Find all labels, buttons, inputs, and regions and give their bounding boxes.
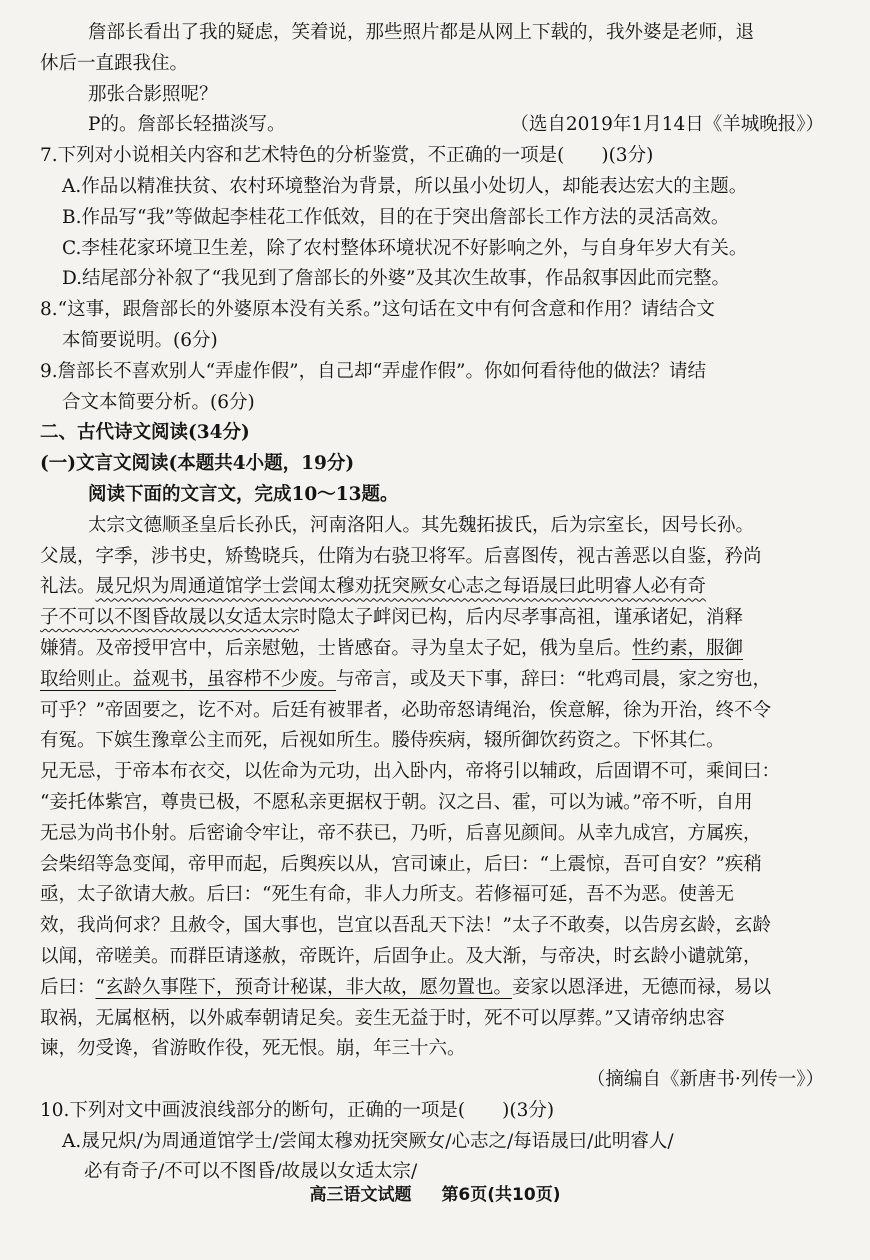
passage-line xyxy=(40,572,830,603)
story-last-line xyxy=(40,110,830,141)
wavy-underlined-text: 晟兄炽为周通道馆学士尝闻太穆劝抚突厥女心志之每语晟曰此明睿人必有奇 xyxy=(95,576,707,598)
page-footer xyxy=(0,1180,870,1205)
story-source: （选自2019年1月14日《羊城晚报》） xyxy=(510,114,824,136)
passage-line xyxy=(40,973,830,1004)
question-8-line: 8.“这事，跟詹部长的外婆原本没有关系。”这句话在文中有何含意和作用？请结合文 xyxy=(40,299,715,321)
passage-text: 礼法。 xyxy=(40,576,96,598)
subsection-title: (一)文言文阅读(本题共4小题，19分) xyxy=(40,453,355,475)
question-7-option-a: A.作品以精准扶贫、农村环境整治为背景，所以虽小处切人，却能表达宏大的主题。 xyxy=(62,175,748,197)
story-line: 那张合影照呢？ xyxy=(88,83,218,105)
passage-line: 兄无忌，于帝本布衣交，以佐命为元功，出入卧内，帝将引以辅政，后固谓不可，乘间曰： xyxy=(40,761,781,783)
passage-line: 取祸，无属枢柄，以外戚奉朝请足矣。妾生无益于时，死不可以厚葬。”又请帝纳忠容 xyxy=(40,1007,725,1029)
passage-line xyxy=(40,665,830,696)
passage-line: 有冤。下嫔生豫章公主而死，后视如所生。媵侍疾病，辍所御饮药资之。下怀其仁。 xyxy=(40,730,725,752)
underlined-text: 取给则止。益观书，虽容栉不少废。 xyxy=(40,668,337,690)
story-line: 詹部长看出了我的疑虑，笑着说，那些照片都是从网上下载的，我外婆是老师，退 xyxy=(88,22,755,43)
passage-line: 以闻，帝嗟美。而群臣请遂赦，帝既许，后固争止。及大渐，与帝决，时玄龄小谴就第， xyxy=(40,945,762,967)
passage-line xyxy=(40,603,830,634)
option-continuation: 必有奇子/不可以不图昏/故晟以女适太宗/ xyxy=(84,1161,418,1183)
passage-line: 效，我尚何求？且赦令，国大事也，岂宜以吾乱天下法！”太子不敢奏，以告房玄龄，玄龄 xyxy=(40,915,771,937)
wavy-underlined-text: 子不可以不图昏故晟以女适太宗 xyxy=(40,607,300,629)
footer-page-number: 第6页(共10页) xyxy=(441,1185,561,1205)
underlined-text: 性约素，服御 xyxy=(632,637,744,659)
story-line: P的。詹部长轻描淡写。 xyxy=(88,114,286,136)
passage-text: 嫌猜。及帝授甲宫中，后亲慰勉，士皆感奋。寻为皇太子妃，俄为皇后。 xyxy=(40,637,633,659)
passage-source: （摘编自《新唐书·列传一》） xyxy=(586,1069,824,1091)
instruction: 阅读下面的文言文，完成10～13题。 xyxy=(88,483,399,505)
footer-subject: 高三语文试题 xyxy=(309,1185,412,1205)
question-9-line: 9.詹部长不喜欢别人“弄虚作假”，自己却“弄虚作假”。你如何看待他的做法？请结 xyxy=(40,360,706,382)
passage-line: 谏，勿受谗，省游畋作役，死无恨。崩，年三十六。 xyxy=(40,1038,466,1060)
passage-text: 妾家以恩泽进，无德而禄，易以 xyxy=(511,976,771,998)
passage-line: 父晟，字季，涉书史，矫鸷晓兵，仕隋为右骁卫将军。后喜图传，视古善恶以自鉴，矜尚 xyxy=(40,545,762,567)
question-7-stem: 7.下列对小说相关内容和艺术特色的分析鉴赏，不正确的一项是( )(3分) xyxy=(40,145,654,167)
passage-line: 会柴绍等急变闻，帝甲而起，后舆疾以从，宫司谏止，后曰：“上震惊，吾可自安？”疾稍 xyxy=(40,853,762,875)
passage-text: 与帝言，或及天下事，辞曰：“牝鸡司晨，家之穷也， xyxy=(336,668,771,690)
question-10-option-a: A.晟兄炽/为周通道馆学士/尝闻太穆劝抚突厥女/心志之/每语晟曰/此明睿人/ xyxy=(62,1130,674,1152)
passage-line: 无忌为尚书仆射。后密谕令牢让，帝不获已，乃听，后喜见颜间。从幸九成宫，方属疾， xyxy=(40,822,762,844)
section-title: 二、古代诗文阅读(34分) xyxy=(40,422,250,444)
passage-line: 亟，太子欲请大赦。后曰：“死生有命，非人力所支。若修福可延，吾不为恶。使善无 xyxy=(40,884,734,906)
passage-line: 太宗文德顺圣皇后长孙氏，河南洛阳人。其先魏拓拔氏，后为宗室长，因号长孙。 xyxy=(88,514,755,536)
passage-text: 后曰： xyxy=(40,976,96,998)
question-7-option-b: B.作品写“我”等做起李桂花工作低效，目的在于突出詹部长工作方法的灵活高效。 xyxy=(62,206,730,228)
passage-line: 可乎？”帝固要之，讫不对。后廷有被罪者，必助帝怒请绳治，俟意解，徐为开治，终不令 xyxy=(40,699,771,721)
question-8-line: 本简要说明。(6分) xyxy=(62,329,218,351)
question-7-option-d: D.结尾部分补叙了“我见到了詹部长的外婆”及其次生故事，作品叙事因此而完整。 xyxy=(62,268,730,290)
passage-line xyxy=(40,634,830,665)
story-line: 休后一直跟我住。 xyxy=(40,52,189,74)
passage-line: “妾托体紫宫，尊贵已极，不愿私亲更据权于朝。汉之吕、霍，可以为诫。”帝不听，自用 xyxy=(40,791,753,813)
passage-text: 时隐太子衅闵已构，后内尽孝事高祖，谨承诸妃，消释 xyxy=(299,607,744,629)
underlined-text: “玄龄久事陛下，预奇计秘谋，非大故，愿勿置也。 xyxy=(95,976,512,998)
question-9-line: 合文本简要分析。(6分) xyxy=(62,391,255,413)
question-10-stem: 10.下列对文中画波浪线部分的断句，正确的一项是( )(3分) xyxy=(40,1099,555,1121)
question-7-option-c: C.李桂花家环境卫生差，除了农村整体环境状况不好影响之外，与自身年岁大有关。 xyxy=(62,237,748,259)
